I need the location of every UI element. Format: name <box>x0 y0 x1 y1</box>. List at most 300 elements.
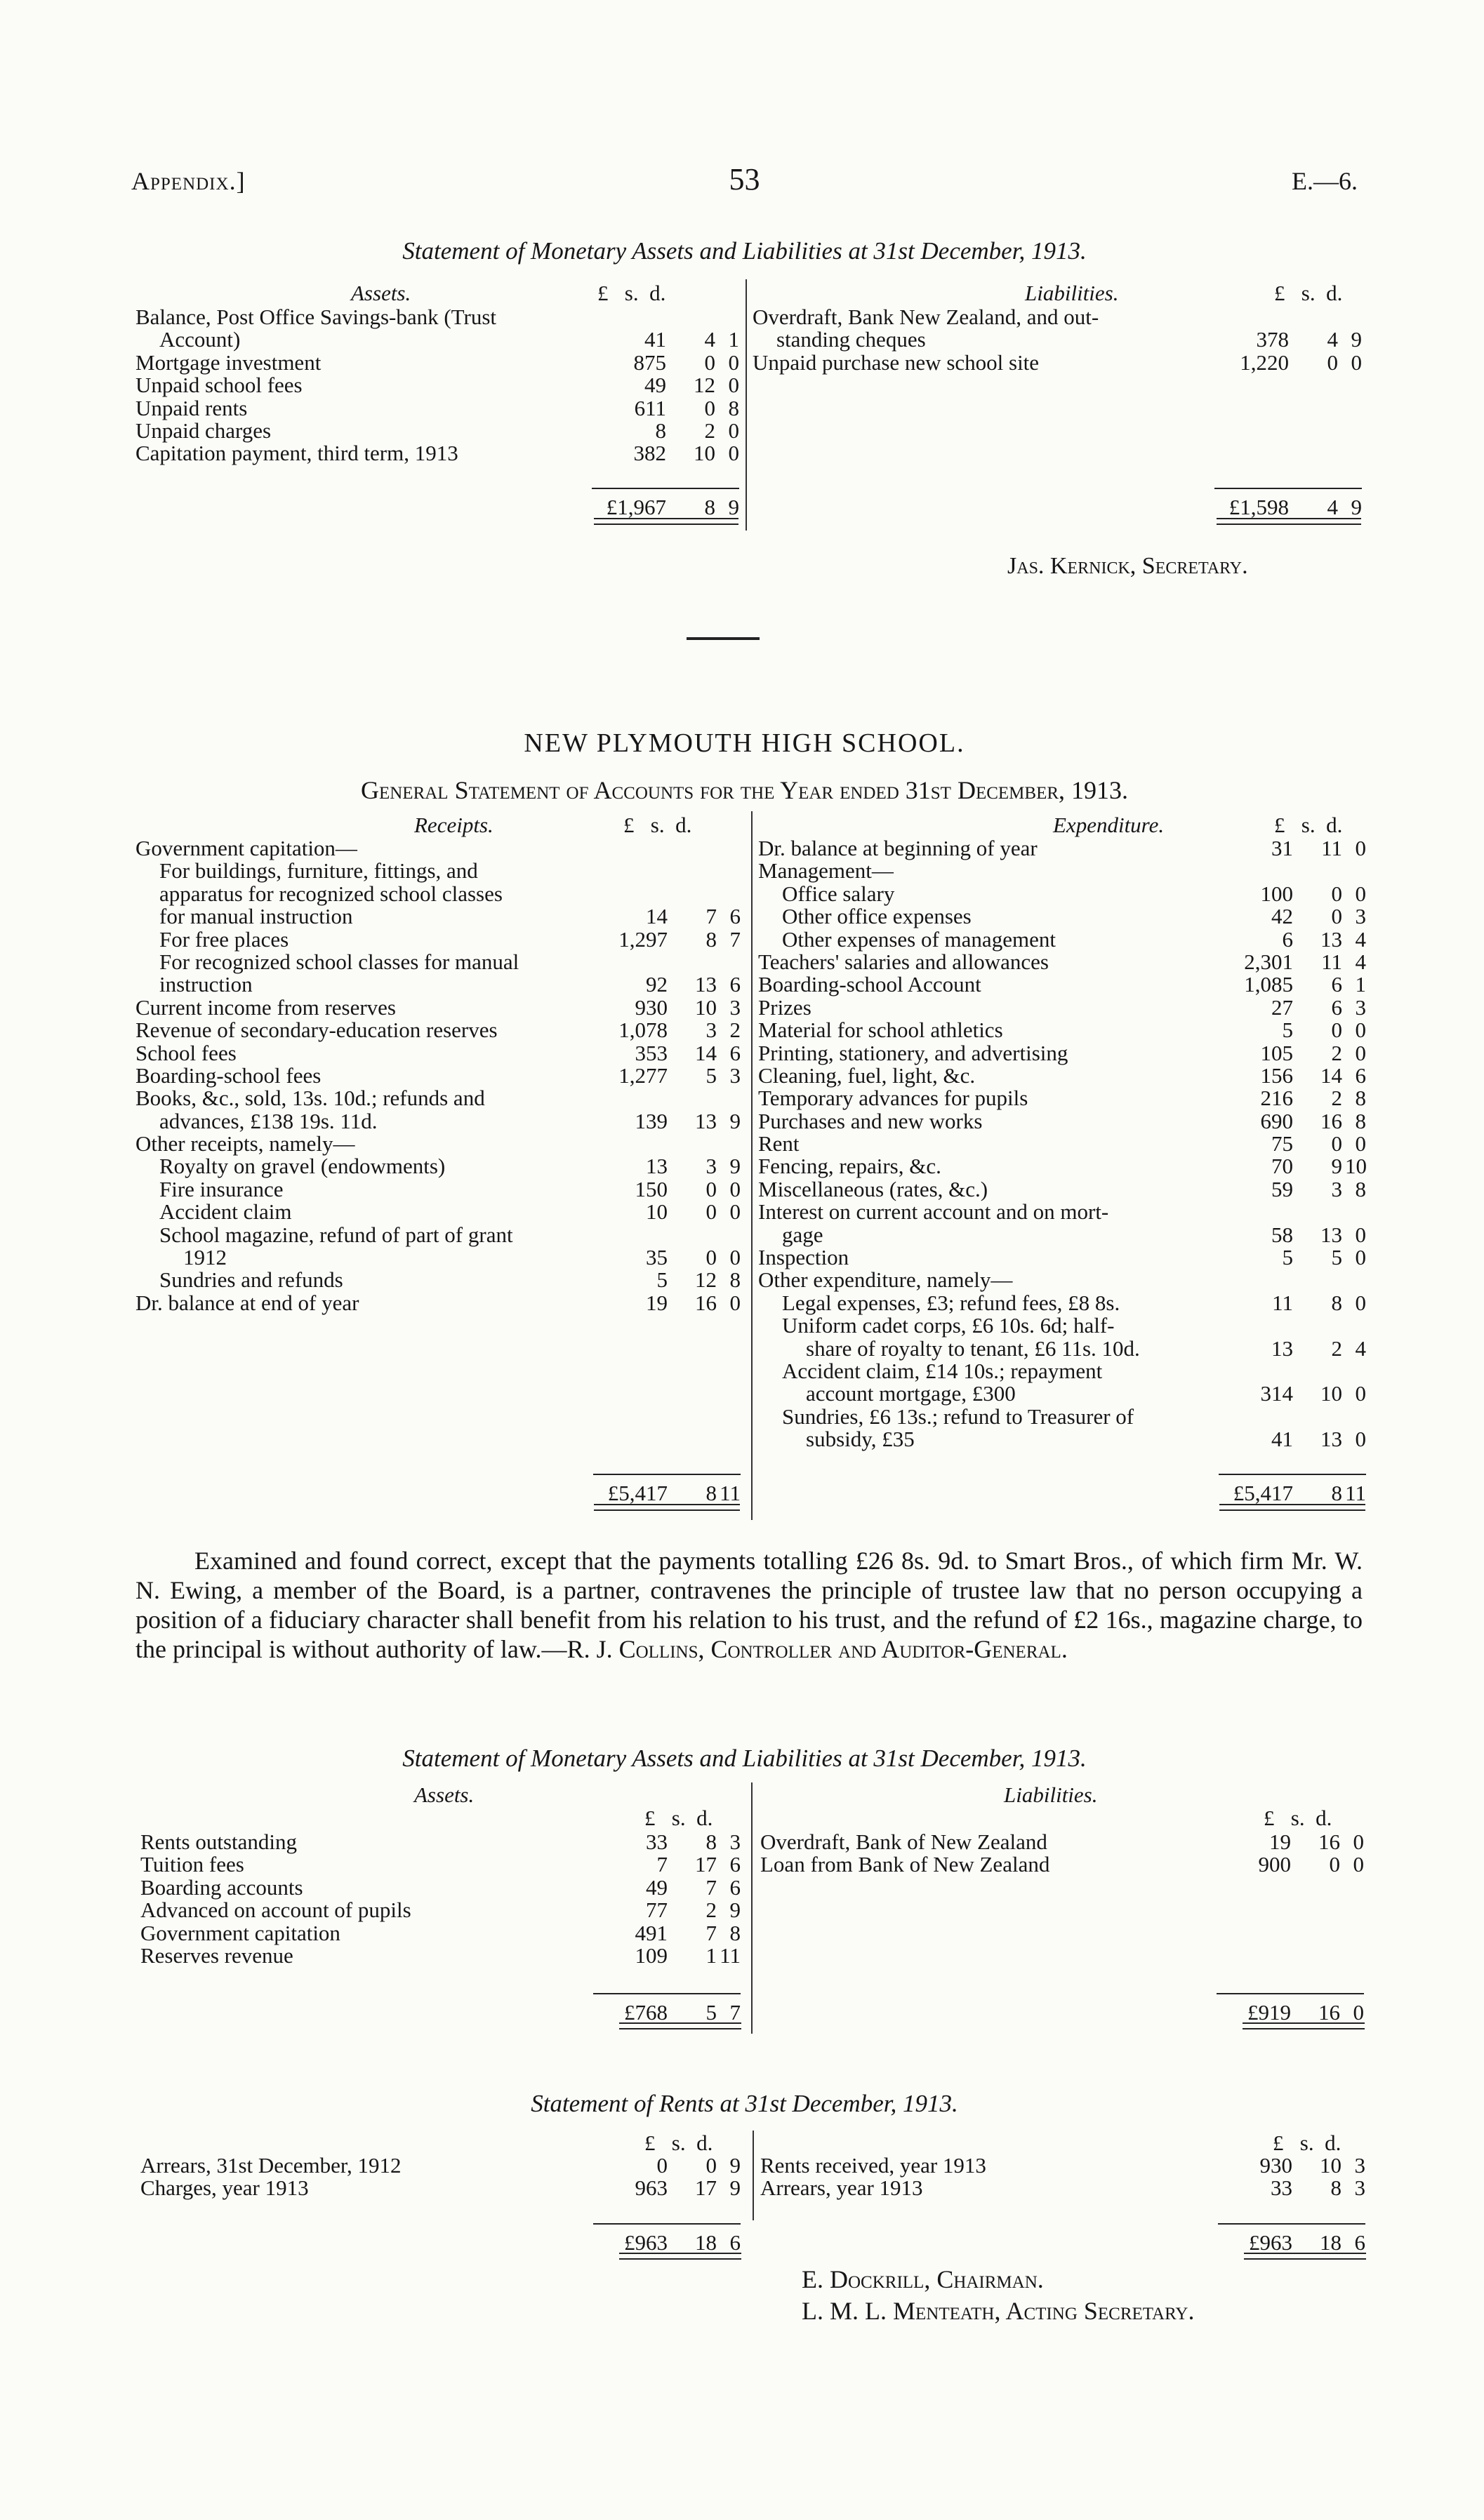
amount-shillings: 13 <box>1320 1222 1342 1247</box>
amount <box>593 1155 741 1178</box>
amount <box>593 1201 741 1223</box>
ledger-row <box>753 306 1362 328</box>
ledger-row-label: Current income from reserves <box>135 994 397 1020</box>
amount-shillings: 13 <box>1320 1427 1342 1452</box>
amount-pounds: 59 <box>1271 1176 1293 1201</box>
ledger-row <box>758 996 1366 1019</box>
ledger-row <box>135 883 741 905</box>
amount-pence: 6 <box>1354 2230 1365 2255</box>
ledger-row-label: Advanced on account of pupils <box>140 1898 411 1923</box>
rents-right-list <box>760 2154 1365 2200</box>
ledger-row <box>758 905 1366 928</box>
amount <box>593 1876 741 1899</box>
amount-pence: 8 <box>729 1267 741 1293</box>
amount-pence: 0 <box>1355 1381 1366 1406</box>
page-header <box>131 162 1358 199</box>
amount <box>1219 1269 1366 1291</box>
amount-shillings: 13 <box>695 972 717 997</box>
ledger-row-label: Fencing, repairs, &c. <box>758 1154 941 1179</box>
ledger-row-label: Reserves revenue <box>140 1942 293 1968</box>
amount-shillings: 16 <box>1318 1829 1340 1854</box>
ledger-row-label: subsidy, £35 <box>806 1427 915 1452</box>
amount-shillings: 12 <box>695 1267 717 1293</box>
ledger-row <box>135 905 741 928</box>
amount-shillings: 0 <box>705 1199 717 1225</box>
amount-pounds: 139 <box>635 1108 668 1133</box>
ledger-row-label: Prizes <box>758 994 811 1020</box>
amount <box>1219 837 1366 860</box>
amount-shillings: 0 <box>705 1176 717 1201</box>
amount-pence: 6 <box>729 1040 741 1065</box>
ledger-row-label: Charges, year 1913 <box>140 2175 309 2201</box>
amount-shillings: 0 <box>1329 1852 1340 1877</box>
ledger-row-label: Royalty on gravel (endowments) <box>159 1154 446 1179</box>
statement2-liabilities-total <box>760 1993 1364 2025</box>
amount-shillings: 10 <box>1320 1381 1342 1406</box>
acting-secretary-signature: L. M. L. Menteath, Acting Secretary. <box>802 2297 1195 2325</box>
amount-pounds: 5 <box>656 1267 668 1293</box>
ledger-row-label: Unpaid school fees <box>135 373 303 398</box>
amount-pence: 0 <box>729 1290 741 1315</box>
ledger-row-label: Office salary <box>782 881 895 906</box>
amount-pence: 10 <box>1345 1154 1367 1179</box>
amount-pence: 0 <box>729 1176 741 1201</box>
amount-pence: 3 <box>1355 904 1366 929</box>
total-row <box>760 2223 1365 2255</box>
amount-shillings: 8 <box>705 1829 717 1854</box>
amount <box>593 1831 741 1853</box>
amount-shillings: 6 <box>1331 994 1342 1020</box>
amount <box>593 1110 741 1133</box>
amount <box>593 1922 741 1945</box>
statement1-assets-list <box>135 306 739 465</box>
rents-left-double-rule <box>619 2253 741 2260</box>
amount <box>593 860 741 882</box>
amount <box>1219 1382 1366 1405</box>
amount-shillings: 0 <box>705 1245 717 1270</box>
amount-pence: 0 <box>1353 2000 1364 2025</box>
amount-pence: 6 <box>1355 1062 1366 1088</box>
amount-pence: 3 <box>1355 994 1366 1020</box>
total-row <box>135 488 739 519</box>
rents-title: Statement of Rents at 31st December, 1913. <box>531 2090 958 2117</box>
statement2-title: Statement of Monetary Assets and Liabilities at 31st December, 1913. <box>402 1745 1087 1772</box>
amount-pence: 0 <box>1351 349 1362 375</box>
ledger-row <box>135 1062 741 1088</box>
amount <box>1219 860 1366 882</box>
amount-shillings: 8 <box>705 1481 717 1505</box>
amount <box>593 1292 741 1314</box>
ledger-row <box>135 374 739 396</box>
amount-pounds: 6 <box>1282 926 1293 952</box>
amount-pence: 1 <box>1355 972 1366 997</box>
amount <box>1219 1062 1366 1088</box>
ledger-row <box>135 1155 741 1178</box>
amount-shillings: 5 <box>705 1062 717 1088</box>
amount-pence: 9 <box>729 2153 741 2178</box>
amount <box>1219 1335 1366 1361</box>
amount-shillings: 3 <box>705 1154 717 1179</box>
ledger-row <box>140 1899 741 1921</box>
ledger-row-label: share of royalty to tenant, £6 11s. 10d. <box>806 1335 1140 1361</box>
amount <box>1214 328 1362 351</box>
ledger-row-label: account mortgage, £300 <box>806 1381 1016 1406</box>
ledger-row-label: Arrears, 31st December, 1912 <box>140 2153 402 2178</box>
ledger-row-label: 1912 <box>183 1245 227 1270</box>
ledger-row <box>758 1269 1366 1291</box>
receipts-total <box>135 1474 741 1505</box>
amount-shillings: 0 <box>1331 904 1342 929</box>
statement2-assets-total <box>140 1993 741 2025</box>
statement1-divider <box>746 279 747 531</box>
ledger-row <box>760 2154 1365 2177</box>
statement1-liabilities-heading: Liabilities. <box>1025 281 1119 305</box>
amount <box>593 1042 741 1065</box>
amount-pounds: 10 <box>646 1199 668 1225</box>
amount-pence: 0 <box>1355 1018 1366 1043</box>
ledger-row <box>758 1335 1366 1361</box>
ledger-row-label: For buildings, furniture, fittings, and <box>159 858 478 884</box>
amount-pounds: 41 <box>644 327 666 352</box>
amount-pounds: 382 <box>633 441 666 466</box>
ledger-row <box>135 996 741 1019</box>
ledger-row-label: Revenue of secondary-education reserves <box>135 1018 498 1043</box>
amount-pounds: 1,078 <box>618 1018 668 1043</box>
rents-divider <box>753 2131 754 2220</box>
amount <box>1219 928 1366 951</box>
amount <box>1214 349 1362 375</box>
ledger-row <box>140 1876 741 1899</box>
amount-shillings: 4 <box>1327 327 1338 352</box>
auditor-signature: R. J. Collins, Controller and Auditor-General. <box>567 1635 1068 1663</box>
amount-pounds: 33 <box>1271 2175 1292 2201</box>
ledger-row <box>135 1269 741 1291</box>
ledger-row <box>758 1428 1366 1451</box>
expenditure-total <box>758 1474 1366 1505</box>
amount-pounds: 930 <box>635 994 668 1020</box>
page-number: 53 <box>729 162 760 196</box>
ledger-row-label: Sundries and refunds <box>159 1267 343 1293</box>
amount-pounds: 1,277 <box>618 1062 668 1088</box>
expenditure-list <box>758 837 1366 1451</box>
amount-pounds: 491 <box>635 1920 668 1945</box>
amount-pence: 0 <box>728 441 739 466</box>
ledger-row-label: Boarding-school Account <box>758 972 981 997</box>
amount-pence: 3 <box>729 994 741 1020</box>
statement2-assets-double-rule <box>619 2022 741 2029</box>
amount-pounds: 216 <box>1260 1086 1293 1111</box>
amount-shillings: 4 <box>704 327 715 352</box>
ledger-row <box>135 442 739 465</box>
amount-shillings: 8 <box>704 495 715 519</box>
amount <box>593 1853 741 1876</box>
amount <box>1219 1042 1366 1065</box>
ledger-row-label: Overdraft, Bank of New Zealand <box>760 1829 1047 1854</box>
amount-shillings: 14 <box>695 1040 717 1065</box>
amount-pounds: 14 <box>646 904 668 929</box>
amount-pence: 0 <box>728 373 739 398</box>
amount-pounds: 58 <box>1271 1222 1293 1247</box>
ledger-row <box>758 1155 1366 1178</box>
statement2-assets-units: £ s. d. <box>644 1806 713 1830</box>
amount-pounds: £963 <box>1249 2230 1292 2255</box>
statement2-liabilities-units: £ s. d. <box>1264 1806 1332 1830</box>
ledger-row <box>135 1292 741 1314</box>
amount-shillings: 16 <box>1318 2000 1340 2025</box>
amount-pence: 0 <box>1355 881 1366 906</box>
ledger-row-label: Management— <box>758 858 894 884</box>
amount-shillings: 6 <box>1331 972 1342 997</box>
ledger-row-label: Boarding-school fees <box>135 1062 322 1088</box>
amount-shillings: 4 <box>1327 495 1338 519</box>
ledger-row-label: School fees <box>135 1040 237 1065</box>
amount-shillings: 18 <box>1320 2230 1341 2255</box>
ledger-row <box>758 928 1366 951</box>
amount-pounds: 19 <box>646 1290 668 1315</box>
statement1-liabilities-list <box>753 306 1362 374</box>
amount-pence: 0 <box>1355 1222 1366 1247</box>
ledger-row <box>135 1178 741 1201</box>
amount-pounds: 77 <box>646 1898 668 1923</box>
school-statement-subtitle: General Statement of Accounts for the Year ended 31st December, 1913. <box>360 776 1129 804</box>
amount-shillings: 0 <box>1331 1018 1342 1043</box>
amount-shillings: 8 <box>705 926 717 952</box>
amount <box>592 374 739 396</box>
ledger-row <box>135 928 741 951</box>
amount-shillings: 13 <box>1320 926 1342 952</box>
amount-pounds: £963 <box>624 2230 668 2255</box>
statement1-liabilities-total <box>753 488 1362 519</box>
amount <box>593 928 741 951</box>
statement2-assets-heading: Assets. <box>414 1782 475 1807</box>
ledger-row <box>758 883 1366 905</box>
amount-pence: 0 <box>728 418 739 443</box>
amount-pence: 9 <box>728 495 739 519</box>
amount-pounds: 8 <box>655 418 666 443</box>
amount-pence: 4 <box>1355 1335 1366 1361</box>
amount-shillings: 2 <box>1331 1086 1342 1111</box>
amount <box>1214 306 1362 328</box>
amount-pounds: 353 <box>635 1040 668 1065</box>
ledger-row-label: Balance, Post Office Savings-bank (Trust <box>135 305 497 329</box>
amount-shillings: 17 <box>695 1852 717 1877</box>
amount <box>593 1224 741 1246</box>
amount-pence: 11 <box>720 1481 741 1505</box>
amount <box>1219 905 1366 928</box>
total-row <box>140 2223 741 2255</box>
ledger-row <box>758 951 1366 973</box>
amount-pounds: 49 <box>644 373 666 398</box>
total-row <box>753 488 1362 519</box>
amount-shillings: 12 <box>694 373 715 398</box>
amount-pounds: 1,220 <box>1240 349 1289 375</box>
ledger-row-label: For free places <box>159 926 289 952</box>
amount-pounds: £768 <box>624 2000 668 2025</box>
ledger-row-label: Other office expenses <box>782 904 972 929</box>
ledger-row <box>760 1853 1364 1876</box>
amount-pence: 6 <box>729 1874 741 1900</box>
amount-pence: 8 <box>1355 1176 1366 1201</box>
ledger-row-label: Legal expenses, £3; refund fees, £8 8s. <box>782 1290 1120 1315</box>
amount <box>593 905 741 928</box>
ledger-row-label: Other expenses of management <box>782 926 1056 952</box>
amount <box>1219 1246 1366 1269</box>
amount-pounds: 5 <box>1282 1245 1293 1270</box>
amount <box>1219 1360 1366 1382</box>
statement2-divider <box>751 1782 753 2034</box>
ledger-row-label: Printing, stationery, and advertising <box>758 1040 1068 1065</box>
amount-pounds: £5,417 <box>607 1481 668 1505</box>
amount-pounds: 314 <box>1260 1381 1293 1406</box>
ledger-row-label: Uniform cadet corps, £6 10s. 6d; half- <box>782 1313 1115 1338</box>
ledger-row <box>758 837 1366 860</box>
ledger-row-label: Unpaid charges <box>135 418 272 443</box>
ledger-row <box>758 973 1366 996</box>
receipts-units: £ s. d. <box>623 813 692 837</box>
amount-pounds: 1,085 <box>1244 972 1293 997</box>
amount-pence: 9 <box>1351 327 1362 352</box>
receipts-heading: Receipts. <box>414 813 493 837</box>
amount-pounds: 105 <box>1260 1040 1293 1065</box>
amount-pence: 3 <box>729 1829 741 1854</box>
ledger-row <box>758 1087 1366 1109</box>
amount-pence: 11 <box>1345 1481 1366 1505</box>
amount-pence: 9 <box>729 2175 741 2201</box>
amount-shillings: 0 <box>704 395 715 420</box>
total-row <box>760 1993 1364 2025</box>
ledger-row <box>758 1382 1366 1405</box>
ledger-row <box>135 1201 741 1223</box>
expenditure-heading: Expenditure. <box>1053 813 1165 837</box>
amount-pounds: 100 <box>1260 881 1293 906</box>
ledger-row <box>135 349 739 375</box>
ledger-row <box>135 306 739 328</box>
amount <box>1219 1406 1366 1428</box>
amount-pence: 0 <box>1355 1040 1366 1065</box>
amount-pounds: £1,598 <box>1228 495 1289 519</box>
amount-pence: 3 <box>729 1062 741 1088</box>
ledger-row <box>135 328 739 351</box>
ledger-row-label: advances, £138 19s. 11d. <box>159 1108 378 1133</box>
amount-pence: 0 <box>1355 1245 1366 1270</box>
ledger-row-label: Government capitation— <box>135 836 357 860</box>
amount <box>1219 1292 1366 1314</box>
rents-right-total <box>760 2223 1365 2255</box>
amount <box>1219 973 1366 996</box>
amount-pounds: 963 <box>635 2175 668 2201</box>
appendix-label: Appendix.] <box>131 167 246 195</box>
ledger-row-label: Inspection <box>758 1245 849 1270</box>
expenditure-double-rule <box>1219 1504 1365 1511</box>
amount-pounds: 156 <box>1260 1062 1293 1088</box>
statement1-liabilities-units: £ s. d. <box>1274 281 1343 305</box>
amount-pence: 4 <box>1355 926 1366 952</box>
rents-right-units: £ s. d. <box>1273 2131 1341 2155</box>
amount <box>593 1178 741 1201</box>
amount-pence: 0 <box>729 1199 741 1225</box>
amount-shillings: 2 <box>705 1898 717 1923</box>
ledger-row <box>140 1853 741 1876</box>
ledger-row <box>135 420 739 442</box>
amount-pounds: 35 <box>646 1245 668 1270</box>
amount <box>1219 883 1366 905</box>
ledger-row-label: Rents outstanding <box>140 1829 298 1854</box>
ledger-row <box>135 860 741 882</box>
amount-shillings: 11 <box>1321 949 1342 974</box>
amount-pounds: 5 <box>1282 1018 1293 1043</box>
amount-pence: 6 <box>729 972 741 997</box>
amount <box>1219 1155 1366 1178</box>
amount <box>593 1062 741 1088</box>
amount-shillings: 2 <box>1331 1040 1342 1065</box>
amount-shillings: 10 <box>694 441 715 466</box>
amount-shillings: 8 <box>1330 2175 1341 2201</box>
amount-shillings: 0 <box>1327 349 1338 375</box>
statement1-title: Statement of Monetary Assets and Liabilities at 31st December, 1913. <box>402 237 1087 265</box>
total-row <box>758 1474 1366 1505</box>
amount-shillings: 11 <box>1321 836 1342 860</box>
ledger-row-label: Teachers' salaries and allowances <box>758 949 1049 974</box>
amount-shillings: 18 <box>695 2230 717 2255</box>
amount-pounds: 378 <box>1256 327 1289 352</box>
amount-shillings: 0 <box>1331 1131 1342 1156</box>
statement1-signature: Jas. Kernick, Secretary. <box>1007 553 1248 579</box>
ledger-row <box>135 1246 741 1269</box>
amount <box>1217 1831 1364 1853</box>
amount <box>593 951 741 973</box>
amount <box>1219 1201 1366 1223</box>
amount-shillings: 10 <box>1320 2153 1341 2178</box>
ledger-row-label: Miscellaneous (rates, &c.) <box>758 1176 988 1201</box>
amount-pounds: £5,417 <box>1233 1481 1293 1505</box>
rents-left-units: £ s. d. <box>644 2131 713 2155</box>
ledger-row-label: Dr. balance at beginning of year <box>758 836 1038 860</box>
amount <box>1219 1428 1366 1451</box>
amount-pounds: 690 <box>1260 1108 1293 1133</box>
amount-pence: 0 <box>1355 1290 1366 1315</box>
amount <box>1219 1133 1366 1155</box>
receipts-list <box>135 837 741 1314</box>
ledger-row-label: Other expenditure, namely— <box>758 1267 1013 1293</box>
amount-pence: 2 <box>729 1018 741 1043</box>
amount-pounds: 900 <box>1258 1852 1291 1877</box>
ledger-row <box>753 328 1362 351</box>
ledger-row-label: Mortgage investment <box>135 349 322 375</box>
ledger-row-label: Other receipts, namely— <box>135 1131 355 1156</box>
amount <box>1219 1178 1366 1201</box>
ledger-row <box>758 1062 1366 1088</box>
ledger-row <box>140 1942 741 1968</box>
ledger-row <box>140 1831 741 1853</box>
amount-shillings: 8 <box>1331 1290 1342 1315</box>
ledger-row <box>135 837 741 860</box>
amount <box>1219 1110 1366 1133</box>
amount-pence: 0 <box>1353 1829 1364 1854</box>
ledger-row-label: Rent <box>758 1131 800 1156</box>
amount <box>593 1133 741 1155</box>
ledger-row-label: standing cheques <box>776 327 926 352</box>
amount-pence: 9 <box>1351 495 1362 519</box>
amount-pounds: 75 <box>1271 1131 1293 1156</box>
ledger-row-label: Arrears, year 1913 <box>760 2175 923 2201</box>
amount-shillings: 17 <box>695 2175 717 2201</box>
amount-shillings: 2 <box>704 418 715 443</box>
ledger-row-label: Cleaning, fuel, light, &c. <box>758 1062 976 1088</box>
amount-pounds: 31 <box>1271 836 1293 860</box>
amount-pence: 0 <box>1355 836 1366 860</box>
amount-pence: 3 <box>1354 2175 1365 2201</box>
amount-shillings: 7 <box>705 1874 717 1900</box>
